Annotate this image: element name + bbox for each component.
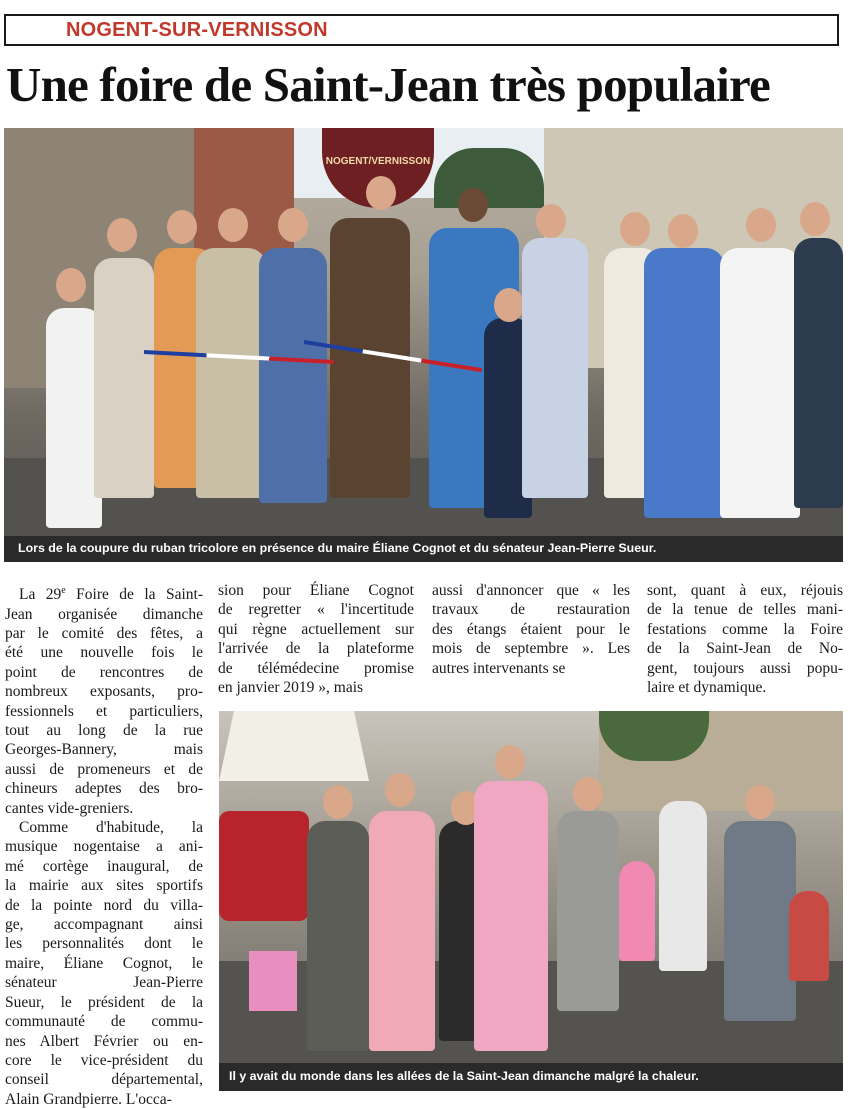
- photo-person: [369, 811, 435, 1051]
- photo-person: [619, 861, 655, 961]
- article-line: autres intervenants se: [432, 659, 566, 677]
- article-line: nes Albert Février ou en-: [5, 1032, 203, 1050]
- photo-person-head: [536, 204, 566, 238]
- article-line: Sueur, le président de la: [5, 993, 203, 1011]
- article-line: maire, Éliane Cognot, le: [5, 954, 203, 972]
- article-line: de la tenue de telles mani-: [647, 601, 843, 619]
- article-line: sont, quant à eux, réjouis: [647, 582, 843, 599]
- photo-person-head: [385, 773, 415, 807]
- photo-person-head: [668, 214, 698, 248]
- article-line: des étangs étaient pour le: [432, 620, 630, 638]
- photo-dollhouse: [249, 951, 297, 1011]
- article-line: musique nogentaise a ani-: [5, 838, 203, 856]
- article-line: Comme d'habitude, la: [19, 819, 203, 837]
- photo-ribbon-cutting: [4, 128, 843, 536]
- article-line: travaux de restauration: [432, 601, 630, 619]
- photo-person-head: [167, 210, 197, 244]
- photo-person: [659, 801, 707, 971]
- photo-person-head: [366, 176, 396, 210]
- photo-person-head: [107, 218, 137, 252]
- photo-person-head: [573, 777, 603, 811]
- article-column-1: [5, 581, 203, 1109]
- article-line: en janvier 2019 », mais: [218, 679, 364, 697]
- article-line: la mairie aux sites sportifs: [5, 877, 203, 895]
- photo-person-head: [458, 188, 488, 222]
- photo-caption: [4, 536, 843, 562]
- article-line: mois de septembre ». Les: [432, 640, 630, 658]
- photo-person: [522, 238, 588, 498]
- article-line: gent, toujours aussi popu-: [647, 659, 843, 677]
- article-line: sion pour Éliane Cognot: [218, 582, 414, 599]
- article-line: de la pointe nord du villa-: [5, 896, 203, 914]
- article-line: l'arrivée de la plateforme: [218, 640, 414, 658]
- photo-person: [307, 821, 369, 1051]
- photo-person-head: [56, 268, 86, 302]
- article-line: La 29e Foire de la Saint-: [19, 585, 203, 604]
- article-line: sénateur Jean-Pierre: [5, 974, 203, 992]
- photo-person-head: [494, 288, 524, 322]
- photo-trees: [434, 148, 544, 208]
- photo-person-head: [495, 745, 525, 779]
- photo-caption-2: [219, 1063, 843, 1091]
- photo-person: [720, 248, 800, 518]
- photo-person-head: [620, 212, 650, 246]
- photo-caption-2-text: Il y avait du monde dans les allées de la Saint-Jean dimanche malgré la chaleur.: [229, 1069, 699, 1083]
- section-kicker: [4, 14, 839, 46]
- article-line: communauté de commu-: [5, 1013, 203, 1031]
- article-column-3: [432, 581, 630, 678]
- article-line: nombreux exposants, pro-: [5, 683, 203, 701]
- photo-person: [794, 238, 843, 508]
- article-line: aussi d'annoncer que « les: [432, 582, 630, 599]
- article-line: été une nouvelle fois le: [5, 644, 203, 662]
- photo-person: [557, 811, 619, 1011]
- article-line: laire et dynamique.: [647, 679, 767, 697]
- article-column-2: [218, 581, 414, 697]
- article-line: ge, accompagnant ainsi: [5, 916, 203, 934]
- article-line: point de rencontres de: [5, 663, 203, 681]
- article-line: Alain Grandpierre. L'occa-: [5, 1090, 172, 1108]
- photo-person: [94, 258, 154, 498]
- article-line: festations comme la Foire: [647, 620, 843, 638]
- article-line: les personnalités dont le: [5, 935, 203, 953]
- photo-person-head: [278, 208, 308, 242]
- photo-red-car: [219, 811, 309, 921]
- photo-caption-text: Lors de la coupure du ruban tricolore en présence du maire Éliane Cognot et du sénateur Jean-Pierre Sueur.: [18, 541, 657, 555]
- article-line: de télémédecine promise: [218, 659, 414, 677]
- article-line: Georges-Bannery, mais: [5, 741, 203, 759]
- photo-person: [196, 248, 266, 498]
- photo-person: [474, 781, 548, 1051]
- article-column-4: [647, 581, 843, 697]
- photo-person-head: [218, 208, 248, 242]
- article-line: fessionnels et particuliers,: [5, 702, 203, 720]
- article-line: de regretter « l'incertitude: [218, 601, 414, 619]
- article-line: par le comité des fêtes, a: [5, 624, 203, 642]
- photo-person: [789, 891, 829, 981]
- photo-person-head: [323, 785, 353, 819]
- photo-person: [259, 248, 327, 503]
- photo-fair-crowd: [219, 711, 843, 1063]
- photo-person-head: [745, 785, 775, 819]
- article-line: Jean organisée dimanche: [5, 605, 203, 623]
- photo-person-head: [746, 208, 776, 242]
- article-line: qui règne actuellement sur: [218, 620, 414, 638]
- article-line: de la Saint-Jean de No-: [647, 640, 843, 658]
- photo-person: [644, 248, 724, 518]
- article-line: aussi de promeneurs et de: [5, 760, 203, 778]
- article-line: chineurs adeptes des bro-: [5, 780, 203, 798]
- photo-tent: [219, 711, 369, 781]
- article-line: cantes vide-greniers.: [5, 799, 134, 817]
- article-line: core le vice-président du: [5, 1051, 203, 1069]
- photo-person-head: [800, 202, 830, 236]
- kicker-location: NOGENT-SUR-VERNISSON: [66, 19, 328, 41]
- article-line: mé cortège inaugural, de: [5, 857, 203, 875]
- photo-banner-text: NOGENT/VERNISSON: [325, 156, 431, 167]
- article-line: conseil départemental,: [5, 1071, 203, 1089]
- photo-person: [724, 821, 796, 1021]
- article-headline: Une foire de Saint-Jean très populaire: [6, 57, 771, 112]
- article-line: tout au long de la rue: [5, 722, 203, 739]
